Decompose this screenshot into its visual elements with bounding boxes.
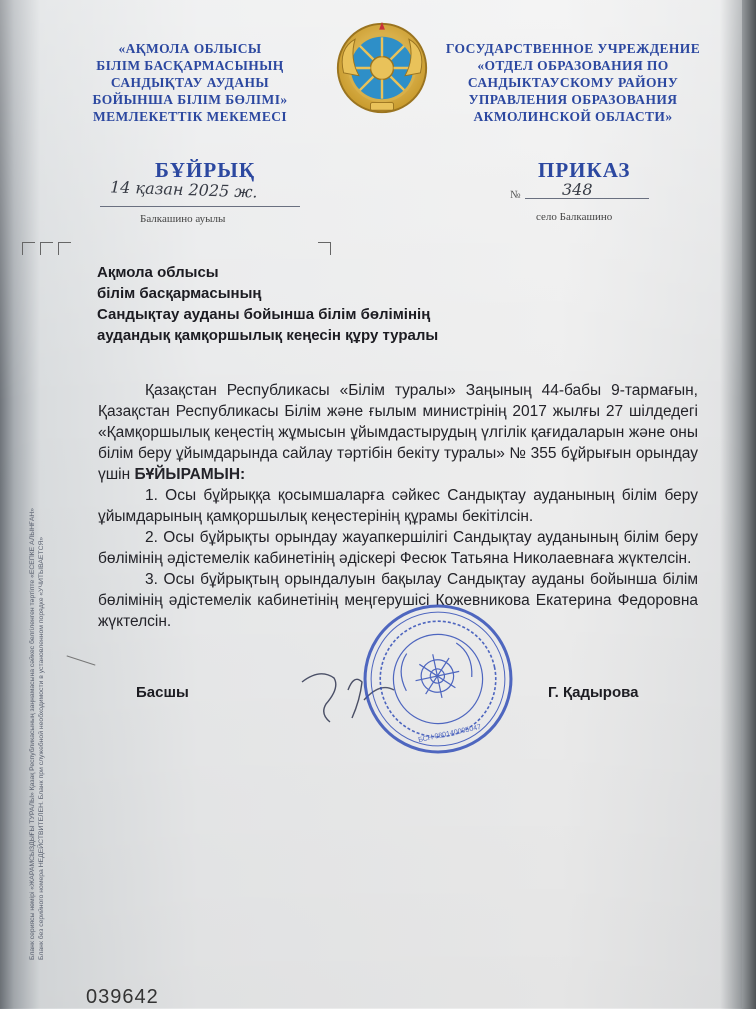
preamble-paragraph bbox=[98, 380, 698, 485]
subject-line: Ақмола облысы bbox=[97, 264, 219, 281]
corner-mark bbox=[40, 242, 53, 255]
order-title-kazakh: БҰЙРЫҚ bbox=[155, 158, 256, 182]
stamp-bin: БСН 080140005047 bbox=[417, 722, 482, 745]
header-ru-line: САНДЫКТАУСКОМУ РАЙОНУ bbox=[467, 75, 679, 90]
sidebar-line: Бланк без серийного номера НЕДЕЙСТВИТЕЛЕН. Бланк при служебной необходимости в установленном порядке «УЧИТЫВАЕТСЯ» bbox=[38, 536, 45, 960]
subject-line: Сандықтау ауданы бойынша білім бөлімінің bbox=[97, 306, 431, 323]
header-ru-line: АКМОЛИНСКОЙ ОБЛАСТИ» bbox=[473, 109, 673, 124]
header-ru-line: УПРАВЛЕНИЯ ОБРАЗОВАНИЯ bbox=[468, 92, 678, 107]
corner-mark bbox=[22, 242, 35, 255]
order-subject bbox=[97, 262, 438, 346]
corner-mark bbox=[58, 242, 71, 255]
header-kz-line: МЕМЛЕКЕТТІК МЕКЕМЕСІ bbox=[92, 109, 288, 124]
sidebar-line: Бланк сериясы нөмірі «ЖАРАМСЫЗДЫҒЫ ТУРАЛЫ» Қазақ Республикасының заңнамасына сәйкес белгіленген тәртіпте «ЕСЕПКЕ АЛЫНҒАН» bbox=[29, 507, 36, 960]
preamble-text: Қазақстан Республикасы «Білім туралы» Заңының 44-бабы 9-тармағын, Қазақстан Республикасы Білім және ғылым министрінің 2017 жылғы 27 шілдедегі «Қамқоршылық кеңестің жұмысын ұйымдастырудың үлгілік қағидаларын және оны білім беру ұйымдарында сайлау тәртібін бекіту туралы» № 355 бұйрығын орындау үшін bbox=[98, 382, 698, 483]
official-stamp bbox=[348, 589, 528, 769]
subject-line: білім басқармасының bbox=[97, 285, 262, 302]
kazakhstan-emblem-icon bbox=[334, 20, 430, 116]
place-russian: село Балкашино bbox=[536, 211, 613, 223]
corner-mark bbox=[318, 242, 331, 255]
header-russian-block bbox=[438, 40, 708, 125]
blank-serial-number: 039642 bbox=[86, 986, 159, 1008]
order-number-handwritten: 348 bbox=[562, 180, 593, 199]
header-kazakh-block bbox=[55, 40, 325, 125]
header-kz-line: «АҚМОЛА ОБЛЫСЫ bbox=[118, 41, 262, 56]
order-item: 1. Осы бұйрыққа қосымшаларға сәйкес Сандықтау ауданының білім беру ұйымдарының қамқоршылық кеңестерінің құрамы бекітілсін. bbox=[98, 487, 698, 525]
header-kz-line: БОЙЫНША БІЛІМ БӨЛІМІ» bbox=[92, 92, 288, 107]
order-title-russian: ПРИКАЗ bbox=[538, 158, 631, 182]
pen-mark bbox=[67, 655, 96, 665]
place-kazakh: Балкашино ауылы bbox=[140, 213, 226, 225]
blank-form-sidebar-note bbox=[28, 290, 46, 960]
header-ru-line: ГОСУДАРСТВЕННОЕ УЧРЕЖДЕНИЕ bbox=[445, 41, 701, 56]
signatory-position: Басшы bbox=[136, 684, 189, 701]
header-ru-line: «ОТДЕЛ ОБРАЗОВАНИЯ ПО bbox=[477, 58, 669, 73]
command-word: БҰЙЫРАМЫН: bbox=[134, 466, 246, 483]
subject-line: аудандық қамқоршылық кеңесін құру туралы bbox=[97, 327, 439, 344]
order-body bbox=[98, 380, 698, 632]
order-date-handwritten: 14 қазан 2025 ж. bbox=[109, 177, 258, 202]
order-number-label: № bbox=[510, 189, 521, 201]
order-item: 2. Осы бұйрықты орындау жауапкершілігі Сандықтау ауданының білім беру бөлімінің әдістемелік кабинетінің әдіскері Фесюк Татьяна Николаевнаға жүктелсін. bbox=[98, 529, 698, 567]
signatory-name: Г. Қадырова bbox=[548, 684, 639, 701]
header-kz-line: САНДЫҚТАУ АУДАНЫ bbox=[110, 75, 270, 90]
header-kz-line: БІЛІМ БАСҚАРМАСЫНЫҢ bbox=[96, 58, 284, 73]
order-item: 3. Осы бұйрықтың орындалуын бақылау Сандықтау ауданы бойынша білім бөлімінің әдістемелік кабинетінің меңгерушісі Кожевникова Екатерина Федоровна жүктелсін. bbox=[98, 571, 698, 630]
